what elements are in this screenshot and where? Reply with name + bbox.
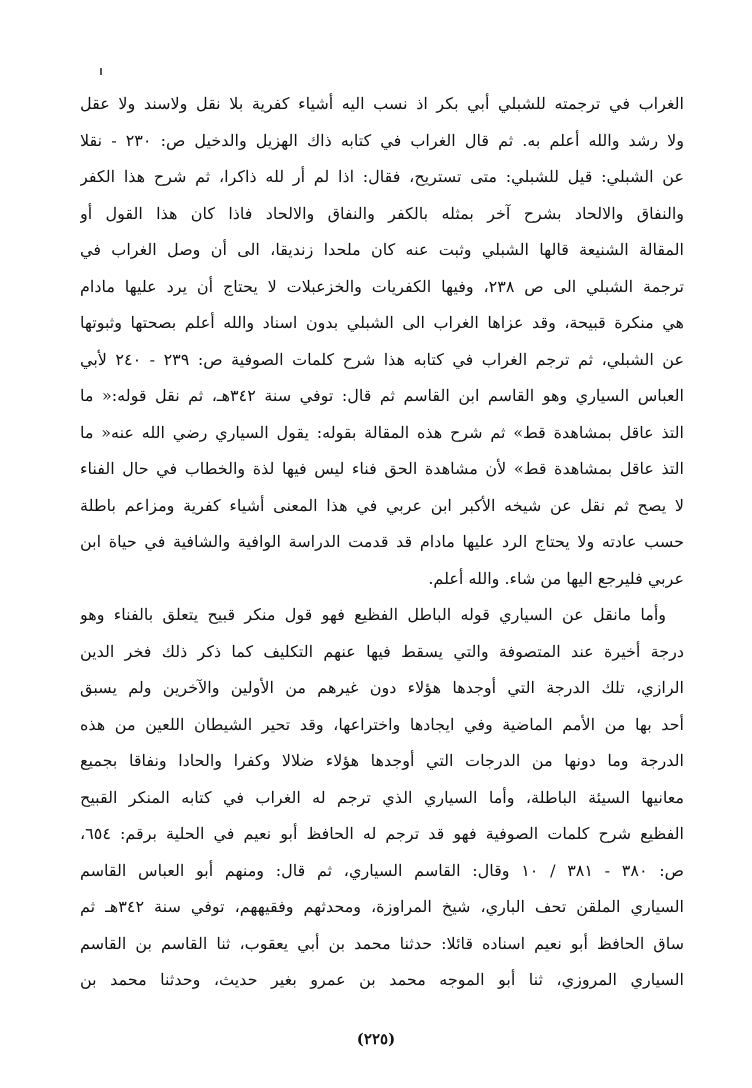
- text-line: ترجمة الشبلي الى ص ٢٣٨، وفيها الكفريات والخزعبلات لا يحتاج أن يرد عليها مادام: [80, 276, 684, 296]
- text-line: ساق الحافظ أبو نعيم اسناده قائلا: حدثنا محمد بن أبي يعقوب، ثنا القاسم بن القاسم: [80, 933, 684, 953]
- text-line: العباس السياري وهو القاسم ابن القاسم ثم قال: توفي سنة ٣٤٢هـ، ثم نقل قوله:« ما: [80, 386, 684, 405]
- text-line: وأما مانقل عن السياري قوله الباطل الفظيع فهو قول منكر قبيح يتعلق بالفناء وهو: [80, 605, 666, 624]
- text-line: والنفاق والالحاد بشرح آخر بمثله بالكفر والنفاق والالحاد فاذا كان هذا القول أو: [80, 203, 684, 223]
- paragraph-end-line: عربي فليرجع اليها من شاء. والله أعلم.: [428, 568, 684, 588]
- text-line: عن الشبلي: قيل للشبلي: متى تستريح، فقال: اذا لم أر لله ذاكرا، ثم شرح هذا الكفر: [80, 167, 684, 186]
- body-text: [80, 86, 684, 999]
- text-line: الدرجة وما دونها من الدرجات التي أوجدها هؤلاء ضلالا وكفرا والحادا ونفاقا بجميع: [80, 751, 684, 770]
- text-line: التذ عاقل بمشاهدة قط» ثم شرح هذه المقالة بقوله: يقول السياري رضي الله عنه« ما: [80, 422, 684, 442]
- text-line: أحد بها من الأمم الماضية وفي ايجادها واختراعها، وقد تحير الشيطان اللعين من هذه: [80, 714, 684, 734]
- margin-mark: [100, 68, 102, 75]
- text-line: حسب عادته ولا يحتاج الرد عليها مادام قد قدمت الدراسة الوافية والشافية في حياة ابن: [80, 532, 684, 551]
- text-line: السياري المروزي، ثنا أبو الموجه محمد بن عمرو بغير حديث، وحدثنا محمد بن: [80, 970, 684, 989]
- text-line: معانيها السيئة الباطلة، وأما السياري الذي ترجم له الغراب في كتابه المنكر القبيح: [80, 787, 684, 807]
- text-line: عن الشبلي، ثم ترجم الغراب في كتابه هذا شرح كلمات الصوفية ص: ٢٣٩ - ٢٤٠ لأبي: [80, 349, 684, 369]
- text-line: ص: ٣٨٠ - ٣٨١ / ١٠ وقال: القاسم السياري، ثم قال: ومنهم أبو العباس القاسم: [80, 860, 684, 880]
- page-number: (٢٢٥): [356, 1030, 396, 1048]
- text-line: درجة أخيرة عند المتصوفة والتي يسقط فيها عنهم التكليف كما ذكر ذلك فخر الدين: [80, 641, 684, 661]
- text-line: هي منكرة قبيحة، وقد عزاها الغراب الى الشبلي بدون اسناد والله أعلم بصحتها وثبوتها: [80, 313, 684, 332]
- text-line: لا يصح ثم نقل عن شيخه الأكبر ابن عربي في هذا المعنى أشياء كفرية ومزاعم باطلة: [80, 495, 684, 515]
- text-line: المقالة الشنيعة قالها الشبلي وثبت عنه كان ملحدا زنديقا، الى أن وصل الغراب في: [80, 240, 684, 259]
- text-line: ولا رشد والله أعلم به. ثم قال الغراب في كتابه ذاك الهزيل والدخيل ص: ٢٣٠ - نقلا: [80, 130, 684, 150]
- text-line: الرازي، تلك الدرجة التي أوجدها هؤلاء دون غيرهم من الأولين والآخرين ولم يسبق: [80, 678, 684, 697]
- text-line: الفظيع شرح كلمات الصوفية فهو قد ترجم له الحافظ أبو نعيم في الحلية برقم: ٦٥٤،: [80, 824, 684, 843]
- text-line: السياري الملقن تحف الباري، شيخ المراوزة، ومحدثهم وفقيههم، توفي سنة ٣٤٢هـ ثم: [80, 897, 684, 916]
- text-line: الغراب في ترجمته للشبلي أبي بكر اذ نسب اليه أشياء كفرية بلا نقل ولاسند ولا عقل: [80, 94, 684, 113]
- text-line: التذ عاقل بمشاهدة قط» لأن مشاهدة الحق فناء ليس فيها لذة والخطاب في حال الفناء: [80, 459, 684, 478]
